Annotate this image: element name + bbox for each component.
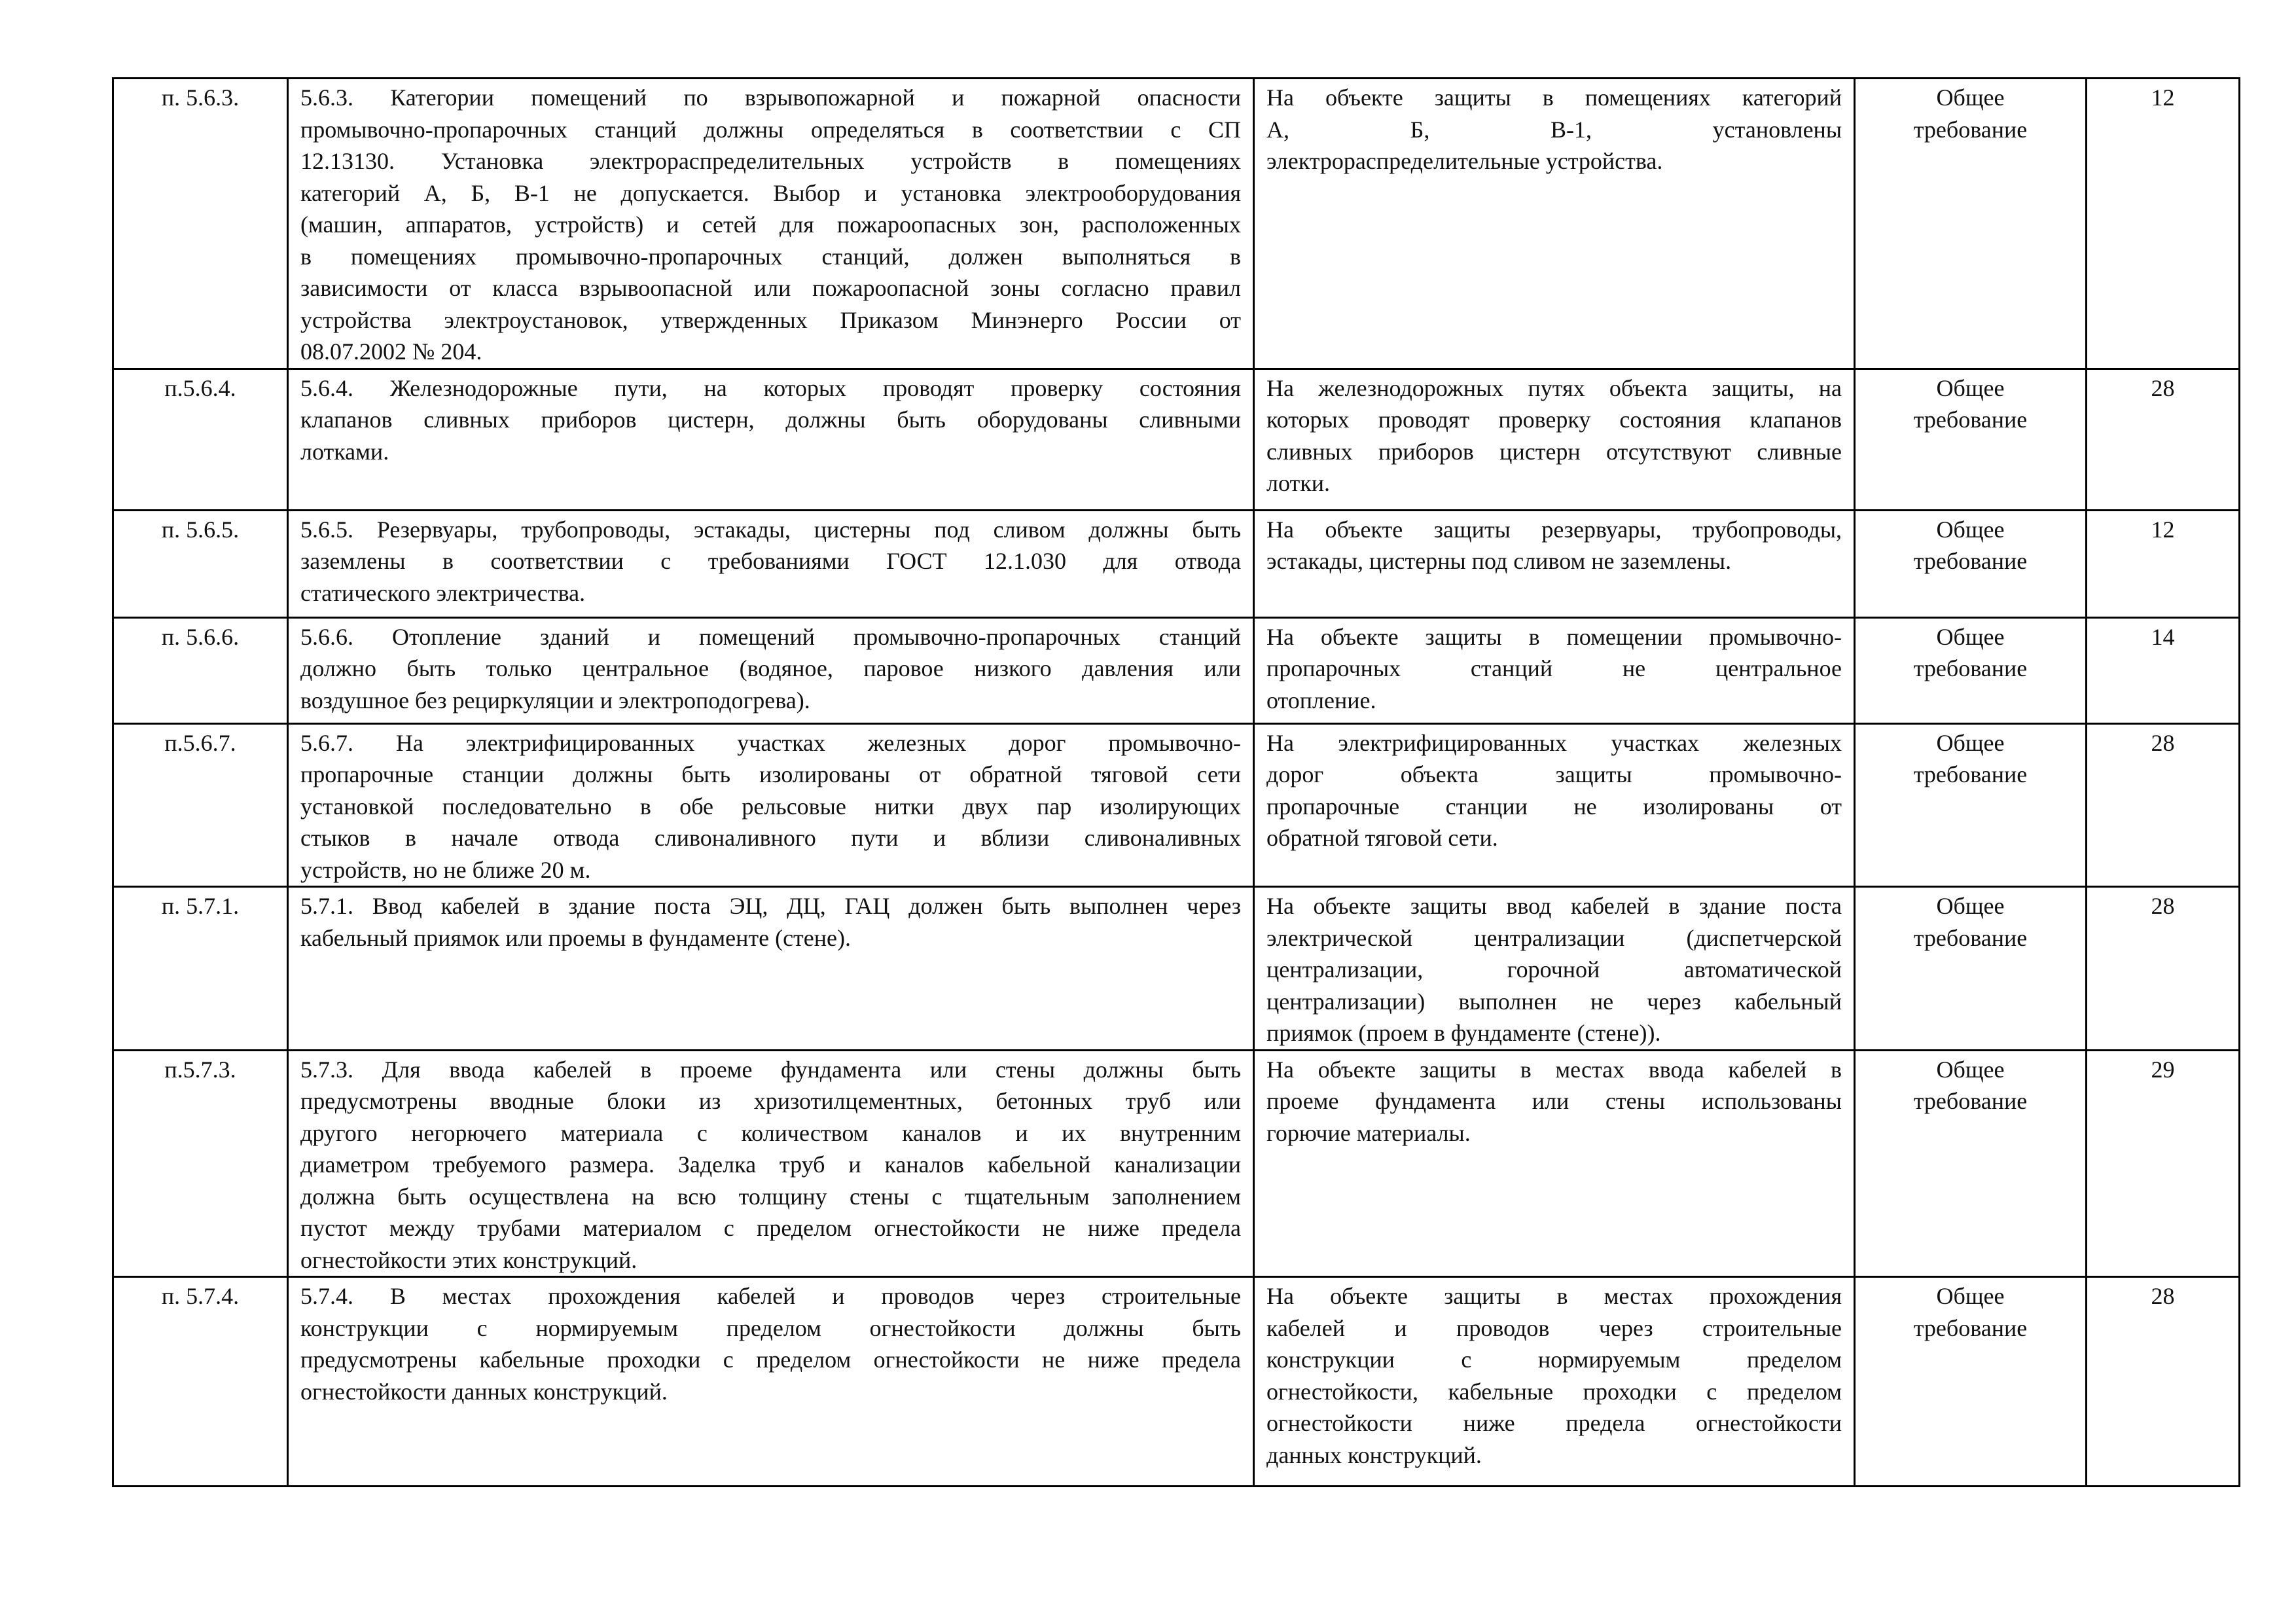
violation-line: А, Б, В-1, установлены — [1266, 116, 1842, 143]
violation-line: конструкции с нормируемым пределом — [1266, 1346, 1842, 1373]
violation-line: огнестойкости ниже предела огнестойкости — [1266, 1410, 1842, 1436]
clause-number-cell — [113, 369, 288, 510]
violation-line: централизации) выполнен не через кабельный — [1266, 988, 1842, 1015]
clause-number-cell — [113, 887, 288, 1051]
requirement-text-cell — [288, 510, 1254, 617]
violation-text-cell — [1254, 1050, 1855, 1277]
violation-text-cell — [1254, 887, 1855, 1051]
requirement-kind-cell — [1855, 1050, 2087, 1277]
violation-line: электрической централизации (диспетчерской — [1266, 924, 1842, 951]
code-cell — [2087, 1050, 2240, 1277]
requirement-kind-cell — [1855, 723, 2087, 887]
clause-number-cell — [113, 1277, 288, 1487]
requirement-text-cell — [288, 369, 1254, 510]
requirement-kind-line: требование — [1913, 406, 2028, 433]
table-row — [113, 1050, 2240, 1277]
requirement-line: 5.6.6. Отопление зданий и помещений промывочно-пропарочных станций — [300, 623, 1241, 650]
requirement-kind-line: требование — [1913, 548, 2028, 574]
table-row — [113, 617, 2240, 723]
code-cell — [2087, 723, 2240, 887]
clause-number-cell — [113, 1050, 288, 1277]
clause-number: п. 5.6.3. — [161, 84, 240, 111]
requirement-line: воздушное без рециркуляции и электроподогрева). — [300, 687, 810, 713]
requirement-kind-cell — [1855, 887, 2087, 1051]
requirement-line: 5.7.4. В местах прохождения кабелей и проводов через строительные — [300, 1283, 1241, 1309]
requirement-line: лотками. — [300, 438, 389, 465]
requirement-text-cell — [288, 1050, 1254, 1277]
requirement-line: заземлены в соответствии с требованиями ГОСТ 12.1.030 для отвода — [300, 548, 1241, 574]
code-cell — [2087, 1277, 2240, 1487]
requirement-kind-line: Общее — [1936, 1283, 2005, 1309]
requirement-kind-line: Общее — [1936, 1056, 2005, 1083]
table-row — [113, 723, 2240, 887]
requirement-kind-line: Общее — [1936, 516, 2005, 543]
code-cell — [2087, 79, 2240, 369]
violation-line: На объекте защиты в помещении промывочно- — [1266, 623, 1842, 650]
requirements-table — [112, 77, 2240, 1487]
requirement-text-cell — [288, 617, 1254, 723]
violation-line: которых проводят проверку состояния клапанов — [1266, 406, 1842, 433]
requirement-kind-line: Общее — [1936, 729, 2005, 756]
code-value: 28 — [2151, 1283, 2175, 1309]
code-cell — [2087, 369, 2240, 510]
clause-number-cell — [113, 723, 288, 887]
requirement-kind-line: требование — [1913, 924, 2028, 951]
requirement-kind-line: требование — [1913, 1088, 2028, 1114]
violation-line: эстакады, цистерны под сливом не заземлены. — [1266, 548, 1732, 574]
requirement-line: должна быть осуществлена на всю толщину стены с тщательным заполнением — [300, 1183, 1241, 1210]
violation-text-cell — [1254, 1277, 1855, 1487]
clause-number: п. 5.6.5. — [161, 516, 240, 543]
code-value: 28 — [2151, 729, 2175, 756]
violation-line: На объекте защиты резервуары, трубопроводы, — [1266, 516, 1842, 543]
clause-number: п. 5.6.6. — [161, 623, 240, 650]
code-value: 12 — [2151, 516, 2175, 543]
requirement-line: зависимости от класса взрывоопасной или пожароопасной зоны согласно правил — [300, 275, 1241, 301]
code-cell — [2087, 510, 2240, 617]
code-value: 14 — [2151, 623, 2175, 650]
requirement-kind-cell — [1855, 617, 2087, 723]
requirement-line: другого негорючего материала с количеством каналов и их внутренним — [300, 1119, 1241, 1146]
clause-number: п. 5.7.1. — [161, 893, 240, 919]
violation-line: На объекте защиты в местах ввода кабелей в — [1266, 1056, 1842, 1083]
requirement-text-cell — [288, 887, 1254, 1051]
violation-line: обратной тяговой сети. — [1266, 825, 1498, 851]
requirement-kind-cell — [1855, 1277, 2087, 1487]
code-value: 28 — [2151, 374, 2175, 401]
requirement-line: в помещениях промывочно-пропарочных станций, должен выполняться в — [300, 243, 1241, 270]
code-cell — [2087, 617, 2240, 723]
requirement-kind-cell — [1855, 510, 2087, 617]
requirement-line: пропарочные станции должны быть изолированы от обратной тяговой сети — [300, 761, 1241, 787]
code-value: 28 — [2151, 893, 2175, 919]
requirement-text-cell — [288, 79, 1254, 369]
clause-number: п.5.6.4. — [164, 374, 236, 401]
violation-line: кабелей и проводов через строительные — [1266, 1314, 1842, 1341]
requirement-line: диаметром требуемого размера. Заделка труб и каналов кабельной канализации — [300, 1151, 1241, 1178]
requirement-line: 5.7.1. Ввод кабелей в здание поста ЭЦ, ДЦ, ГАЦ должен быть выполнен через — [300, 893, 1241, 919]
requirement-kind-line: требование — [1913, 116, 2028, 143]
violation-line: приямок (проем в фундаменте (стене)). — [1266, 1020, 1661, 1046]
violation-text-cell — [1254, 369, 1855, 510]
table-row — [113, 510, 2240, 617]
requirement-line: 5.7.3. Для ввода кабелей в проеме фундамента или стены должны быть — [300, 1056, 1241, 1083]
requirement-kind-line: Общее — [1936, 84, 2005, 111]
requirement-kind-line: Общее — [1936, 374, 2005, 401]
requirement-line: промывочно-пропарочных станций должны определяться в соответствии с СП — [300, 116, 1241, 143]
violation-line: На объекте защиты в местах прохождения — [1266, 1283, 1842, 1309]
requirement-line: 08.07.2002 № 204. — [300, 338, 482, 365]
requirement-line: устройства электроустановок, утвержденных Приказом Минэнерго России от — [300, 306, 1241, 333]
requirement-kind-cell — [1855, 369, 2087, 510]
code-value: 12 — [2151, 84, 2175, 111]
requirement-line: (машин, аппаратов, устройств) и сетей для пожароопасных зон, расположенных — [300, 211, 1241, 238]
requirement-text-cell — [288, 1277, 1254, 1487]
requirement-line: 12.13130. Установка электрораспределительных устройств в помещениях — [300, 148, 1241, 174]
table-row — [113, 887, 2240, 1051]
requirement-line: конструкции с нормируемым пределом огнестойкости должны быть — [300, 1314, 1241, 1341]
table-row — [113, 369, 2240, 510]
requirement-line: установкой последовательно в обе рельсовые нитки двух пар изолирующих — [300, 793, 1241, 820]
code-value: 29 — [2151, 1056, 2175, 1083]
requirement-kind-cell — [1855, 79, 2087, 369]
requirement-line: стыков в начале отвода сливоналивного пути и вблизи сливоналивных — [300, 825, 1241, 851]
clause-number-cell — [113, 79, 288, 369]
violation-line: электрораспределительные устройства. — [1266, 148, 1663, 174]
violation-line: проеме фундамента или стены использованы — [1266, 1088, 1842, 1114]
requirement-kind-line: требование — [1913, 1314, 2028, 1341]
violation-text-cell — [1254, 510, 1855, 617]
clause-number: п. 5.7.4. — [161, 1283, 240, 1309]
violation-line: На электрифицированных участках железных — [1266, 729, 1842, 756]
requirement-kind-line: Общее — [1936, 623, 2005, 650]
violation-text-cell — [1254, 79, 1855, 369]
requirement-kind-line: требование — [1913, 761, 2028, 787]
requirement-line: устройств, но не ближе 20 м. — [300, 856, 591, 883]
requirement-kind-line: Общее — [1936, 893, 2005, 919]
requirement-line: 5.6.3. Категории помещений по взрывопожарной и пожарной опасности — [300, 84, 1241, 111]
requirement-line: 5.6.4. Железнодорожные пути, на которых проводят проверку состояния — [300, 374, 1241, 401]
requirement-line: огнестойкости этих конструкций. — [300, 1246, 637, 1273]
clause-number: п.5.6.7. — [164, 729, 236, 756]
clause-number-cell — [113, 617, 288, 723]
requirement-line: клапанов сливных приборов цистерн, должны быть оборудованы сливными — [300, 406, 1241, 433]
requirement-kind-line: требование — [1913, 655, 2028, 681]
clause-number: п.5.7.3. — [164, 1056, 236, 1083]
requirement-line: огнестойкости данных конструкций. — [300, 1378, 668, 1405]
violation-line: централизации, горочной автоматической — [1266, 956, 1842, 983]
requirement-text-cell — [288, 723, 1254, 887]
violation-line: сливных приборов цистерн отсутствуют сливные — [1266, 438, 1842, 465]
requirement-line: категорий А, Б, В-1 не допускается. Выбор и установка электрооборудования — [300, 179, 1241, 206]
table-row — [113, 79, 2240, 369]
requirement-line: 5.6.5. Резервуары, трубопроводы, эстакады, цистерны под сливом должны быть — [300, 516, 1241, 543]
violation-line: На железнодорожных путях объекта защиты, на — [1266, 374, 1842, 401]
requirement-line: статического электричества. — [300, 579, 586, 606]
requirement-line: 5.6.7. На электрифицированных участках железных дорог промывочно- — [300, 729, 1241, 756]
violation-line: пропарочных станций не центральное — [1266, 655, 1842, 681]
violation-line: На объекте защиты в помещениях категорий — [1266, 84, 1842, 111]
clause-number-cell — [113, 510, 288, 617]
requirements-table-body — [113, 79, 2240, 1487]
table-row — [113, 1277, 2240, 1487]
violation-line: дорог объекта защиты промывочно- — [1266, 761, 1842, 787]
violation-line: огнестойкости, кабельные проходки с пределом — [1266, 1378, 1842, 1405]
violation-text-cell — [1254, 617, 1855, 723]
requirement-line: кабельный приямок или проемы в фундаменте (стене). — [300, 924, 851, 951]
violation-text-cell — [1254, 723, 1855, 887]
requirement-line: предусмотрены вводные блоки из хризотилцементных, бетонных труб или — [300, 1088, 1241, 1114]
requirement-line: должно быть только центральное (водяное, паровое низкого давления или — [300, 655, 1241, 681]
requirement-line: пустот между трубами материалом с пределом огнестойкости не ниже предела — [300, 1215, 1241, 1241]
violation-line: лотки. — [1266, 470, 1330, 496]
requirement-line: предусмотрены кабельные проходки с пределом огнестойкости не ниже предела — [300, 1346, 1241, 1373]
code-cell — [2087, 887, 2240, 1051]
violation-line: пропарочные станции не изолированы от — [1266, 793, 1842, 820]
violation-line: горючие материалы. — [1266, 1119, 1471, 1146]
violation-line: На объекте защиты ввод кабелей в здание поста — [1266, 893, 1842, 919]
violation-line: отопление. — [1266, 687, 1376, 713]
violation-line: данных конструкций. — [1266, 1441, 1482, 1468]
